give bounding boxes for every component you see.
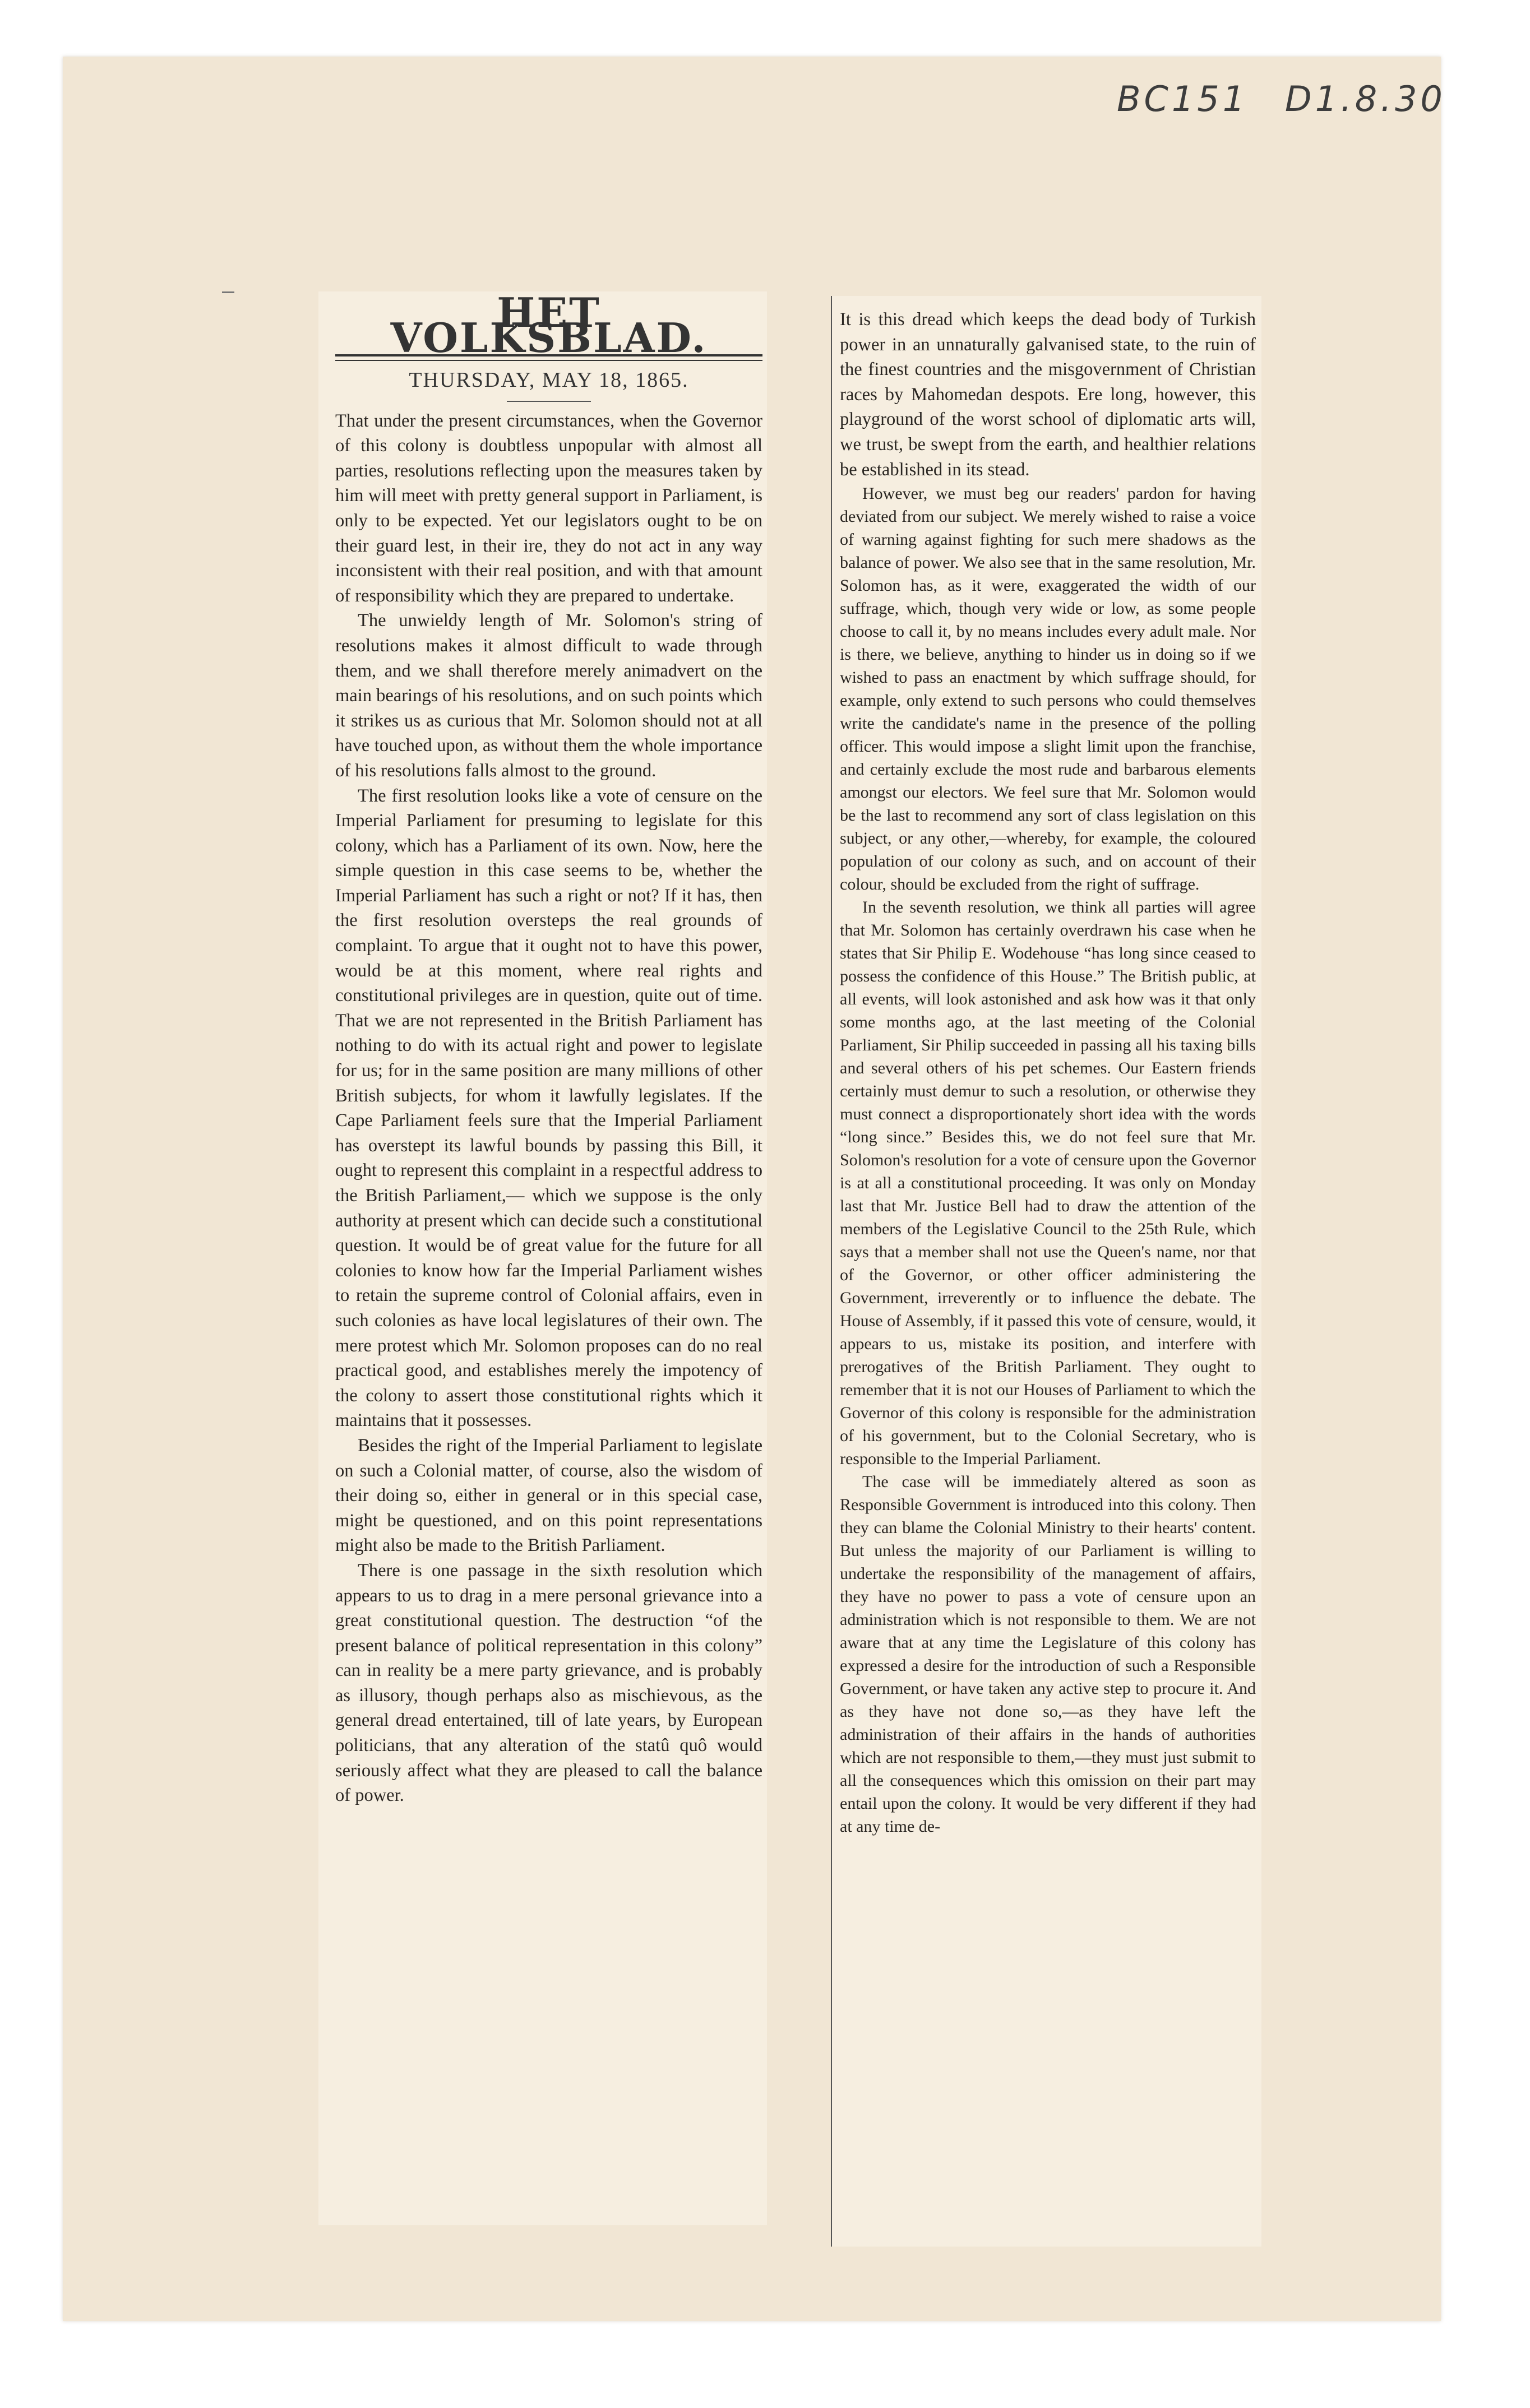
article-paragraph: Besides the right of the Imperial Parliament to legislate on such a Colonial matter, of course, also the wisdom of their doing so, either in general or in this special case, might be questioned, and on this point representations might also be made to the British Parliament. bbox=[335, 1435, 762, 1556]
article-paragraph: The first resolution looks like a vote of censure on the Imperial Parliament for presuming to legislate for this colony, which has a Parliament of its own. Now, here the simple question in this case seems to be, whether the Imperial Parliament has such a right or not? If it has, then the first resolution oversteps the real grounds of complaint. To argue that it ought not to have this power, would be at this moment, where real rights and constitutional privileges are in question, quite out of time. That we are not represented in the British Parliament has nothing to do with its actual right and power to legislate for us; for in the same position are many millions of other British subjects, for whom it lawfully legislates. If the Cape Parliament feels sure that the Imperial Parliament has overstept its lawful bounds by passing this Bill, it ought to represent this complaint in a respectful address to the British Parliament,— which we suppose is the only authority at present which can decide such a constitutional question. It would be of great value for the future for all colonies to know how far the Imperial Parliament wishes to retain the supreme control of Colonial affairs, even in such colonies as have local legislatures of their own. The mere protest which Mr. Solomon proposes can do no real practical good, and establishes merely the impotency of the colony to assert those constitutional rights which it maintains that it possesses. bbox=[335, 785, 762, 1431]
article-paragraph: It is this dread which keeps the dead body of Turkish power in an unnaturally galvanised state, to the ruin of the finest countries and the misgovernment of Christian races by Mahomedan despots. Ere long, however, this playground of the worst school of diplomatic arts will, we trust, be swept from the earth, and healthier relations be established in its stead. bbox=[840, 309, 1256, 480]
clipping-left-column bbox=[318, 291, 767, 2225]
reference-item: D1.8.30 bbox=[1284, 78, 1446, 119]
article-paragraph: The case will be immediately altered as soon as Responsible Government is introduced into this colony. Then they can blame the Colonial Ministry to their hearts' content. But unless the majority of our Parliament is willing to undertake the responsibility of the management of affairs, they have no power to pass a vote of censure upon an administration which is not responsible to them. We are not aware that at any time the Legislature of this colony has expressed a desire for the introduction of such a Responsible Government, or have taken any active step to procure it. And as they have not done so,—as they have left the administration of their affairs in the hands of authorities which are not responsible to them,—they must just submit to all the consequences which this omission on their part may entail upon the colony. It would be very different if they had at any time de- bbox=[840, 1472, 1256, 1836]
archive-reference bbox=[1117, 78, 1468, 119]
dateline-rule bbox=[507, 401, 591, 402]
newspaper-masthead: HET VOLKSBLAD. bbox=[390, 289, 708, 362]
margin-mark bbox=[222, 291, 234, 293]
dateline: THURSDAY, MAY 18, 1865. bbox=[409, 368, 689, 392]
article-paragraph: However, we must beg our readers' pardon for having deviated from our subject. We merely wished to raise a voice of warning against fighting for such mere shadows as the balance of power. We also see that in the same resolution, Mr. Solomon has, as it were, exaggerated the width of our suffrage, which, though very wide or low, as some people choose to call it, by no means includes every adult male. Nor is there, we believe, anything to hinder us in doing so if we wished to pass an enactment by which suffrage should, for example, only extend to such persons who could themselves write the candidate's name in the presence of the polling officer. This would impose a slight limit upon the franchise, and certainly exclude the most rude and barbarous elements amongst our electors. We feel sure that Mr. Solomon would be the last to recommend any sort of class legislation on this subject, or any other,—whereby, for example, the coloured population of our colony as such, and on account of their colour, should be excluded from the right of suffrage. bbox=[840, 484, 1256, 894]
reference-code: BC151 bbox=[1117, 78, 1249, 119]
clipping-right-column bbox=[831, 296, 1261, 2247]
article-paragraph: In the seventh resolution, we think all parties will agree that Mr. Solomon has certainly overdrawn his case when he states that Sir Philip E. Wodehouse “has long since ceased to possess the confidence of this House.” The British public, at all events, will look astonished and ask how was it that only some months ago, at the last meeting of the Colonial Parliament, Sir Philip succeeded in passing all his taxing bills and several others of his pet schemes. Our Eastern friends certainly must demur to such a resolution, or otherwise they must connect a disproportionately short idea with the words “long since.” Besides this, we do not feel sure that Mr. Solomon's resolution for a vote of censure upon the Governor is at all a constitutional proceeding. It was only on Monday last that Mr. Justice Bell had to draw the attention of the members of the Legislative Council to the 25th Rule, which says that a member shall not use the Queen's name, nor that of the Governor, or other officer administering the Government, irreverently or to influence the debate. The House of Assembly, if it passed this vote of censure, would, it appears to us, mistake its position, and interfere with prerogatives of the British Parliament. They ought to remember that it is not our Houses of Parliament to which the Governor of this colony is responsible for the administration of his government, but to the Colonial Secretary, who is responsible to the Imperial Parliament. bbox=[840, 898, 1256, 1469]
article-paragraph: That under the present circumstances, when the Governor of this colony is doubtless unpopular with almost all parties, resolutions reflecting upon the measures taken by him will meet with pretty general support in Parliament, is only to be expected. Yet our legislators ought to be on their guard lest, in their ire, they do not act in any way inconsistent with their real position, and with that amount of responsibility which they are prepared to undertake. bbox=[335, 410, 762, 606]
article-paragraph: The unwieldy length of Mr. Solomon's string of resolutions makes it almost difficult to wade through them, and we shall therefore merely animadvert on the main bearings of his resolutions, and on such points which it strikes us as curious that Mr. Solomon should not at all have touched upon, as without them the whole importance of his resolutions falls almost to the ground. bbox=[335, 610, 762, 781]
article-paragraph: There is one passage in the sixth resolution which appears to us to drag in a mere personal grievance into a great constitutional question. The destruction “of the present balance of political representation in this colony” can in reality be a mere party grievance, and is probably as illusory, though perhaps also as mischievous, as the general dread entertained, till of late years, by European politicians, that any alteration of the statû quô would seriously affect what they are pleased to call the balance of power. bbox=[335, 1560, 762, 1806]
